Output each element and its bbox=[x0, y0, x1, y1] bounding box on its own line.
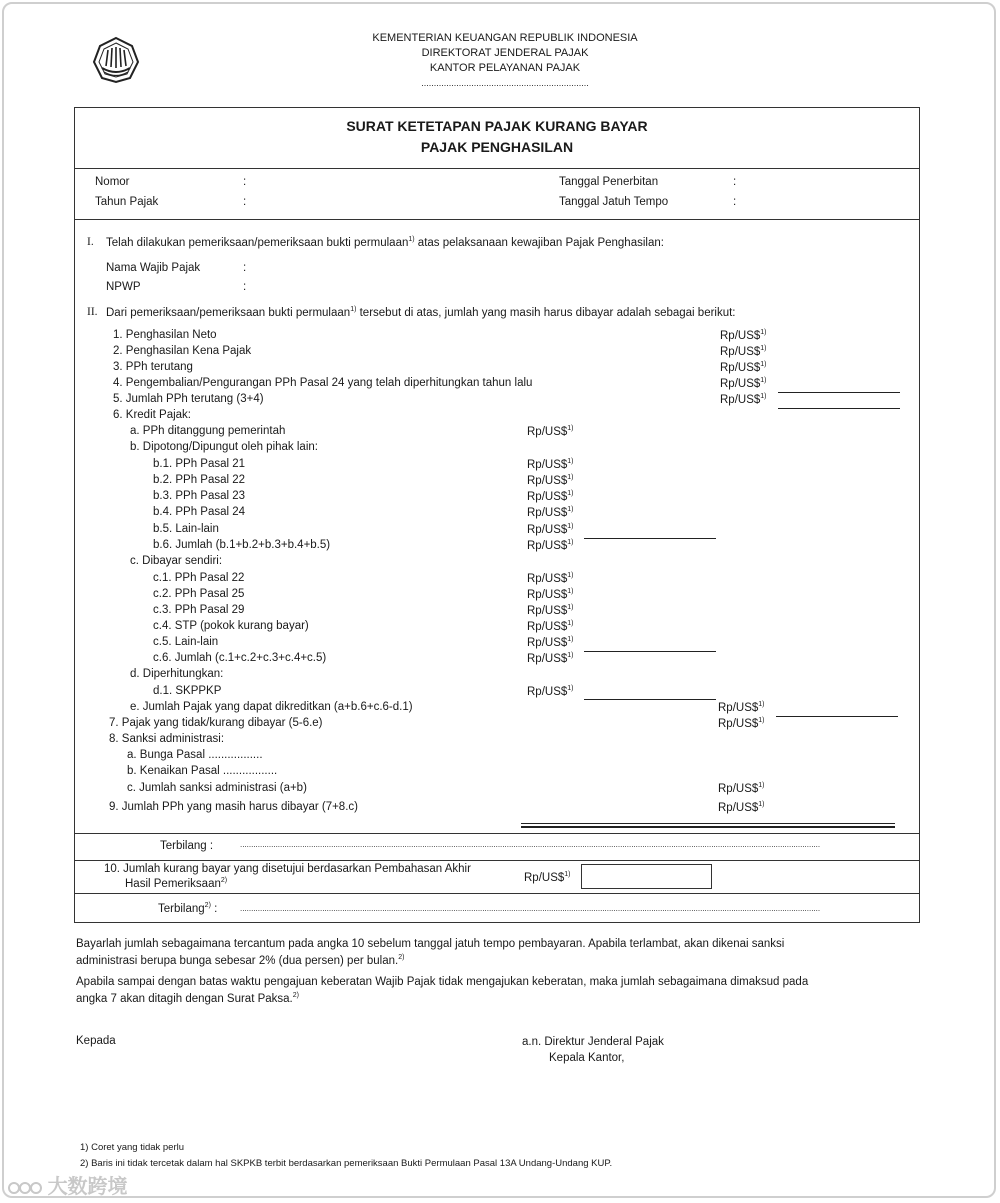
item-c3-label: c.3. PPh Pasal 29 bbox=[153, 604, 245, 616]
item-10-line1: 10. Jumlah kurang bayar yang disetujui berdasarkan Pembahasan Akhir bbox=[104, 863, 471, 875]
item-b3-label: b.3. PPh Pasal 23 bbox=[153, 490, 246, 502]
terbilang-label-2: Terbilang$^{2)}$ : bbox=[158, 902, 218, 915]
sign-line-1: a.n. Direktur Jenderal Pajak bbox=[522, 1036, 664, 1048]
item-c2-label: c.2. PPh Pasal 25 bbox=[153, 588, 245, 600]
item-b6-label: b.6. Jumlah (b.1+b.2+b.3+b.4+b.5) bbox=[153, 539, 331, 551]
currency-item-4: Rp/US\$$^{1)}$ bbox=[720, 377, 767, 390]
item-6e-label: e. Jumlah Pajak yang dapat dikreditkan (a+b.6+c.6-d.1) bbox=[130, 701, 413, 713]
header-office: KANTOR PELAYANAN PAJAK bbox=[429, 62, 581, 74]
currency-item-3: Rp/US\$$^{1)}$ bbox=[720, 361, 767, 374]
header-office-blank: ................................................................... bbox=[421, 78, 589, 88]
b5-answer-line bbox=[584, 538, 716, 539]
sanksi-b-label: b. Kenaikan Pasal ................. bbox=[127, 765, 278, 777]
watermark: 大数跨境 bbox=[8, 1170, 128, 1199]
currency-item-10: Rp/US\$$^{1)}$ bbox=[524, 871, 571, 884]
item-10-line2: Hasil Pemeriksaan$^{2)}$ bbox=[125, 877, 228, 890]
tanggal-jatuh-tempo-colon: : bbox=[733, 196, 737, 208]
sign-line-2: Kepala Kantor, bbox=[549, 1052, 625, 1064]
currency-c6: Rp/US\$$^{1)}$ bbox=[527, 652, 574, 665]
header-ministry: KEMENTERIAN KEUANGAN REPUBLIK INDONESIA bbox=[372, 32, 638, 44]
tanggal-penerbitan-colon: : bbox=[733, 176, 737, 188]
currency-c1: Rp/US\$$^{1)}$ bbox=[527, 572, 574, 585]
kepada-label: Kepada bbox=[76, 1035, 116, 1047]
item-10-amount-box[interactable] bbox=[581, 864, 712, 889]
para-1-line1: Bayarlah jumlah sebagaimana tercantum pada angka 10 sebelum tanggal jatuh tempo pembayaran. Apabila terlambat, akan dikenai sanksi bbox=[76, 938, 785, 950]
item-9-label: 9. Jumlah PPh yang masih harus dibayar (7+8.c) bbox=[109, 801, 358, 813]
terbilang-label-1: Terbilang : bbox=[160, 840, 214, 852]
npwp-label: NPWP bbox=[106, 281, 141, 293]
currency-c5: Rp/US\$$^{1)}$ bbox=[527, 636, 574, 649]
item-6b-label: b. Dipotong/Dipungut oleh pihak lain: bbox=[130, 441, 318, 453]
d1-answer-line bbox=[584, 699, 716, 700]
item-7-label: 7. Pajak yang tidak/kurang dibayar (5-6.e) bbox=[109, 717, 323, 729]
currency-d1: Rp/US\$$^{1)}$ bbox=[527, 685, 574, 698]
item-c4-label: c.4. STP (pokok kurang bayar) bbox=[153, 620, 309, 632]
tahun-pajak-label: Tahun Pajak bbox=[95, 196, 159, 208]
title-divider bbox=[74, 168, 920, 169]
item-c1-label: c.1. PPh Pasal 22 bbox=[153, 572, 245, 584]
section-1-number: I. bbox=[87, 236, 94, 248]
currency-item-5: Rp/US\$$^{1)}$ bbox=[720, 393, 767, 406]
item-c5-label: c.5. Lain-lain bbox=[153, 636, 219, 648]
nomor-colon: : bbox=[243, 176, 247, 188]
header-directorate: DIREKTORAT JENDERAL PAJAK bbox=[421, 47, 589, 59]
currency-6e: Rp/US\$$^{1)}$ bbox=[718, 701, 765, 714]
currency-c3: Rp/US\$$^{1)}$ bbox=[527, 604, 574, 617]
sanksi-a-label: a. Bunga Pasal ................. bbox=[127, 749, 263, 761]
currency-6a: Rp/US\$$^{1)}$ bbox=[527, 425, 574, 438]
sanksi-c-label: c. Jumlah sanksi administrasi (a+b) bbox=[127, 782, 307, 794]
currency-c2: Rp/US\$$^{1)}$ bbox=[527, 588, 574, 601]
currency-b6: Rp/US\$$^{1)}$ bbox=[527, 539, 574, 552]
watermark-icon bbox=[8, 1179, 42, 1197]
6e-answer-line bbox=[776, 716, 898, 717]
para-2-line2: angka 7 akan ditagih dengan Surat Paksa.$^{2)}$ bbox=[76, 992, 299, 1005]
item-b1-label: b.1. PPh Pasal 21 bbox=[153, 458, 246, 470]
item-1-label: 1. Penghasilan Neto bbox=[113, 329, 217, 341]
item-5-label: 5. Jumlah PPh terutang (3+4) bbox=[113, 393, 264, 405]
para-1-line2: administrasi berupa bunga sebesar 2% (dua persen) per bulan.$^{2)}$ bbox=[76, 954, 405, 967]
item-c6-label: c.6. Jumlah (c.1+c.2+c.3+c.4+c.5) bbox=[153, 652, 327, 664]
para-2-line1: Apabila sampai dengan batas waktu pengajuan keberatan Wajib Pajak tidak mengajukan keberatan, maka jumlah sebagaimana dimaksud pada bbox=[76, 976, 809, 988]
ministry-emblem-icon bbox=[90, 36, 142, 84]
total-double-line-top bbox=[521, 823, 895, 824]
total-double-line-bottom bbox=[521, 826, 895, 828]
terbilang-dots-2: ..................................................................................................................................................................................................................................................................... bbox=[240, 904, 821, 913]
currency-b5: Rp/US\$$^{1)}$ bbox=[527, 523, 574, 536]
currency-item-2: Rp/US\$$^{1)}$ bbox=[720, 345, 767, 358]
section-1-text: Telah dilakukan pemeriksaan/pemeriksaan bukti permulaan$^{1)}$ atas pelaksanaan kewajiban Pajak Penghasilan: bbox=[106, 236, 664, 249]
tanggal-jatuh-tempo-label: Tanggal Jatuh Tempo bbox=[559, 196, 669, 208]
section-2-text: Dari pemeriksaan/pemeriksaan bukti permulaan$^{1)}$ tersebut di atas, jumlah yang masih harus dibayar adalah sebagai berikut: bbox=[106, 306, 736, 319]
footnote-1: 1) Coret yang tidak perlu bbox=[80, 1142, 185, 1153]
section-2-number: II. bbox=[87, 306, 98, 318]
currency-b3: Rp/US\$$^{1)}$ bbox=[527, 490, 574, 503]
item-b4-label: b.4. PPh Pasal 24 bbox=[153, 506, 246, 518]
item-6a-label: a. PPh ditanggung pemerintah bbox=[130, 425, 286, 437]
item-6d-label: d. Diperhitungkan: bbox=[130, 668, 224, 680]
terbilang-dots-1: ..................................................................................................................................................................................................................................................................... bbox=[240, 840, 821, 849]
npwp-colon: : bbox=[243, 281, 247, 293]
ident-divider bbox=[74, 219, 920, 220]
currency-b4: Rp/US\$$^{1)}$ bbox=[527, 506, 574, 519]
nama-colon: : bbox=[243, 262, 247, 274]
currency-item-1: Rp/US\$$^{1)}$ bbox=[720, 329, 767, 342]
doc-subtitle: PAJAK PENGHASILAN bbox=[420, 139, 574, 155]
currency-c4: Rp/US\$$^{1)}$ bbox=[527, 620, 574, 633]
currency-b2: Rp/US\$$^{1)}$ bbox=[527, 474, 574, 487]
item-8-label: 8. Sanksi administrasi: bbox=[109, 733, 225, 745]
item-4-answer-line bbox=[778, 392, 900, 393]
footnote-2: 2) Baris ini tidak tercetak dalam hal SKPKB terbit berdasarkan pemeriksaan Bukti Permulaan Pasal 13A Undang-Undang KUP. bbox=[80, 1158, 613, 1169]
tanggal-penerbitan-label: Tanggal Penerbitan bbox=[559, 176, 659, 188]
doc-title: SURAT KETETAPAN PAJAK KURANG BAYAR bbox=[346, 118, 648, 134]
currency-sanksi-c: Rp/US\$$^{1)}$ bbox=[718, 782, 765, 795]
item-2-label: 2. Penghasilan Kena Pajak bbox=[113, 345, 252, 357]
c5-answer-line bbox=[584, 651, 716, 652]
item-6-label: 6. Kredit Pajak: bbox=[113, 409, 191, 421]
nomor-label: Nomor bbox=[95, 176, 130, 188]
currency-item-7: Rp/US\$$^{1)}$ bbox=[718, 717, 765, 730]
item-4-label: 4. Pengembalian/Pengurangan PPh Pasal 24 yang telah diperhitungkan tahun lalu bbox=[113, 377, 533, 389]
item-d1-label: d.1. SKPPKP bbox=[153, 685, 222, 697]
item-b5-label: b.5. Lain-lain bbox=[153, 523, 219, 535]
item-b2-label: b.2. PPh Pasal 22 bbox=[153, 474, 246, 486]
item-5-answer-line bbox=[778, 408, 900, 409]
nama-wajib-pajak-label: Nama Wajib Pajak bbox=[106, 262, 201, 274]
tahun-pajak-colon: : bbox=[243, 196, 247, 208]
currency-b1: Rp/US\$$^{1)}$ bbox=[527, 458, 574, 471]
currency-item-9: Rp/US\$$^{1)}$ bbox=[718, 801, 765, 814]
item-6c-label: c. Dibayar sendiri: bbox=[130, 555, 223, 567]
item-3-label: 3. PPh terutang bbox=[113, 361, 193, 373]
